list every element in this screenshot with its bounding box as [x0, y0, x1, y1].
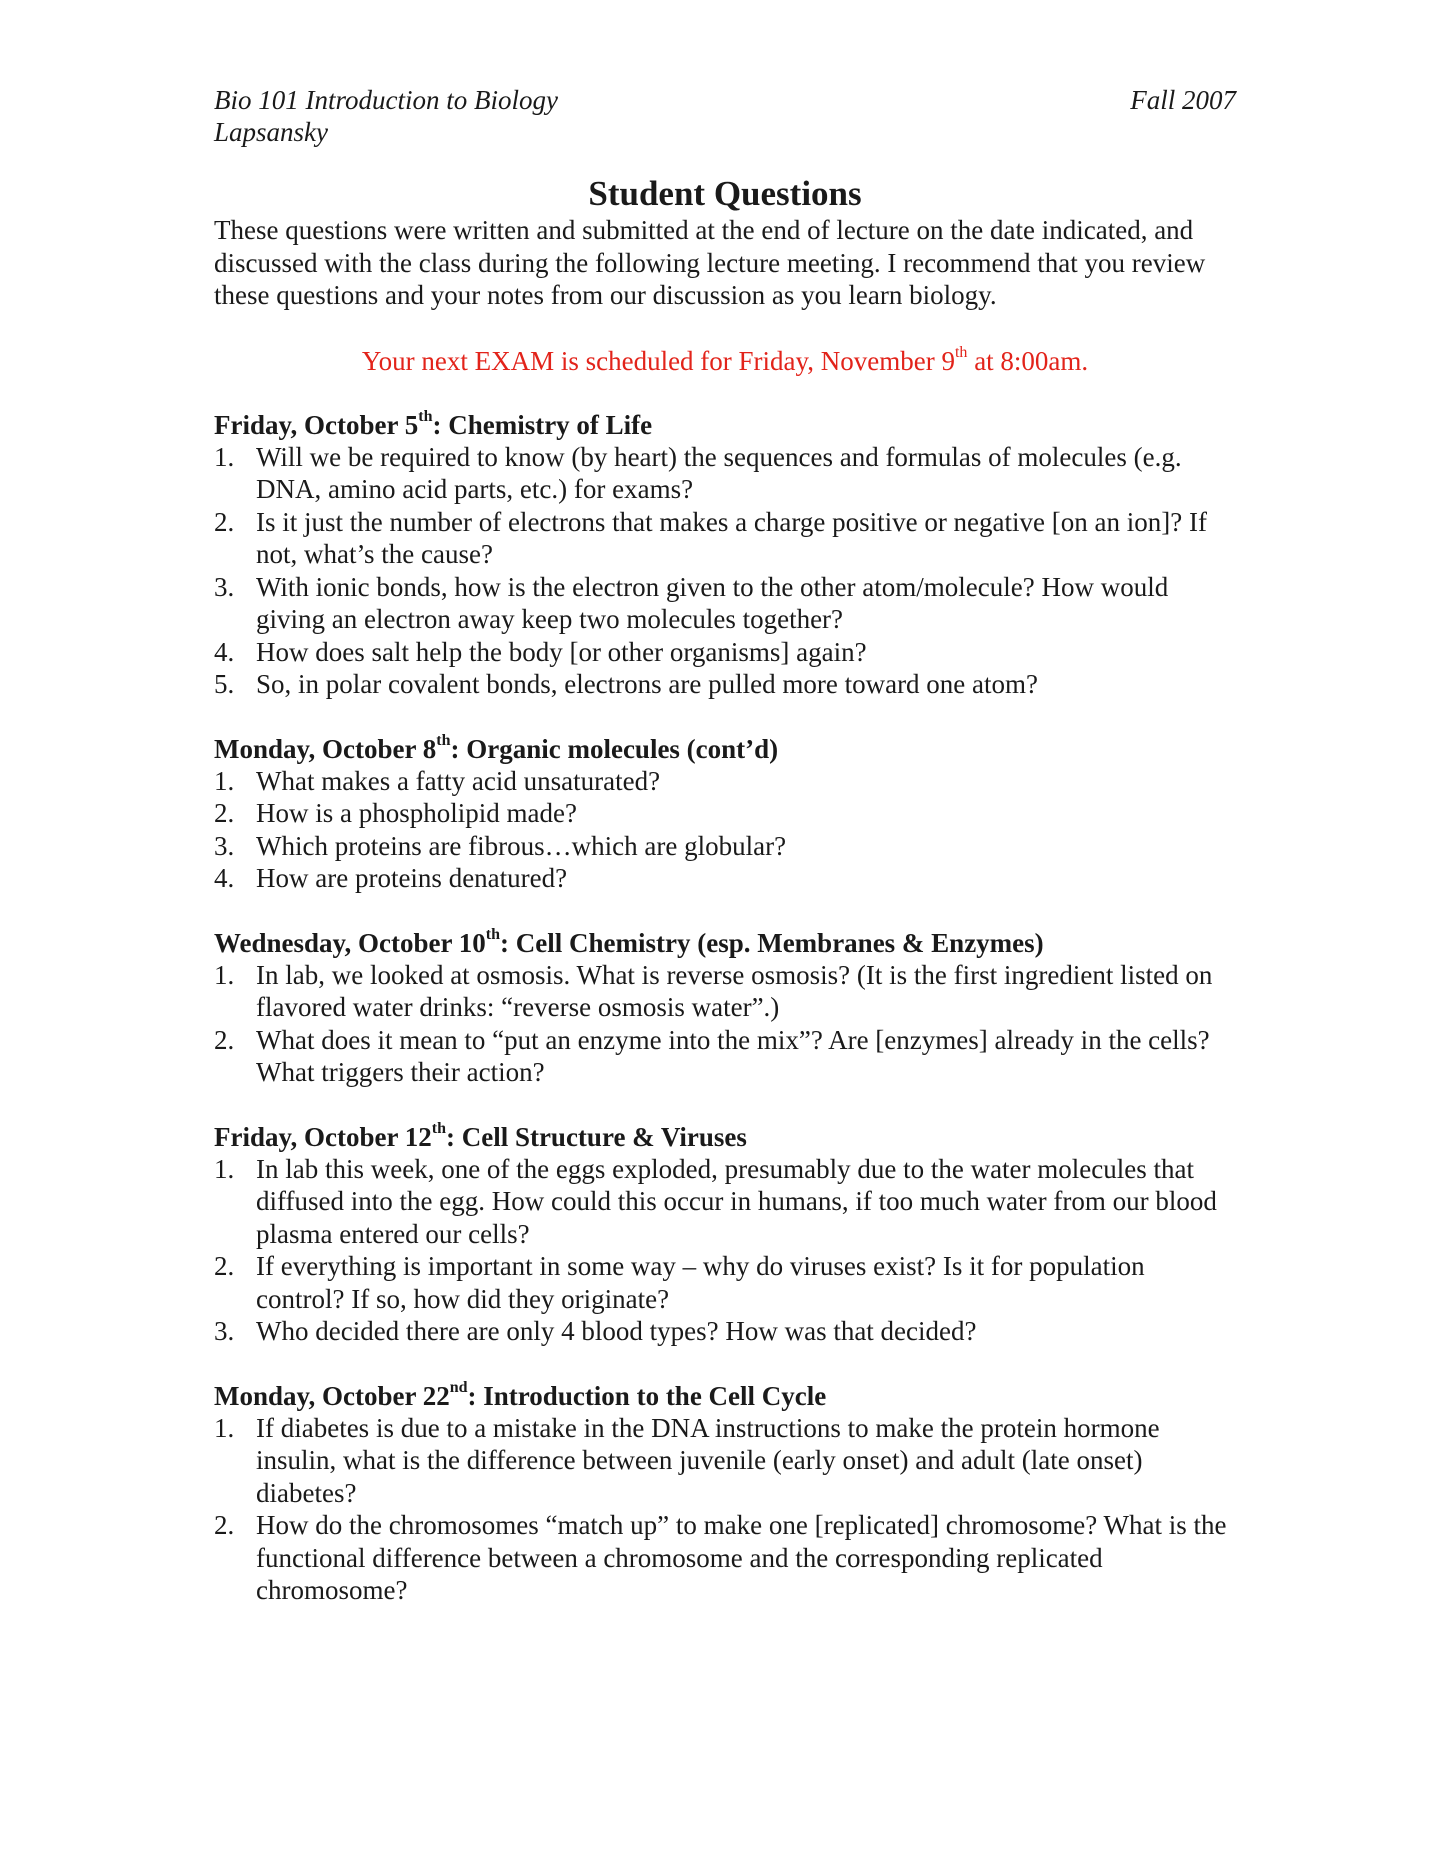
- question-list: [214, 441, 1236, 701]
- instructor-name: Lapsansky: [214, 117, 328, 147]
- question-text: If everything is important in some way – why do viruses exist? Is it for population control? If so, how did they originate?: [256, 1251, 1145, 1314]
- question-number: 1.: [214, 1153, 235, 1184]
- question-item: [214, 765, 1236, 798]
- question-text: Will we be required to know (by heart) the sequences and formulas of molecules (e.g. DNA, amino acid parts, etc.) for exams?: [256, 441, 1182, 504]
- section-date-ordinal: th: [418, 407, 433, 425]
- section-date: Monday, October 8: [214, 733, 437, 764]
- question-list: [214, 959, 1236, 1089]
- question-item: [214, 571, 1236, 636]
- question-text: How are proteins denatured?: [256, 863, 568, 893]
- section-date: Friday, October 5: [214, 409, 419, 440]
- section-heading: [214, 409, 1236, 441]
- question-number: 1.: [214, 441, 235, 472]
- question-item: [214, 506, 1236, 571]
- question-section: [214, 733, 1236, 895]
- question-item: [214, 797, 1236, 830]
- question-text: In lab this week, one of the eggs exploded, presumably due to the water molecules that diffused into the egg. How could this occur in humans, if too much water from our blood plasma entered our cells?: [256, 1153, 1217, 1249]
- exam-notice: [214, 345, 1236, 377]
- section-heading: [214, 1380, 1236, 1412]
- question-item: [214, 1250, 1236, 1315]
- question-item: [214, 441, 1236, 506]
- question-text: If diabetes is due to a mistake in the DNA instructions to make the protein hormone insulin, what is the difference between juvenile (early onset) and adult (late onset) diabetes?: [256, 1412, 1160, 1508]
- document-header: [214, 84, 1236, 116]
- question-number: 2.: [214, 1024, 235, 1055]
- section-date-ordinal: nd: [449, 1378, 468, 1396]
- question-item: [214, 1024, 1236, 1089]
- question-section: [214, 1380, 1236, 1607]
- question-list: [214, 765, 1236, 895]
- section-topic: : Organic molecules (cont’d): [450, 733, 779, 764]
- exam-notice-ordinal: th: [954, 343, 968, 361]
- section-heading: [214, 927, 1236, 959]
- question-section: [214, 927, 1236, 1089]
- question-number: 1.: [214, 765, 235, 796]
- question-number: 1.: [214, 959, 235, 990]
- section-heading: [214, 1121, 1236, 1153]
- exam-notice-text: Your next EXAM is scheduled for Friday, November 9: [361, 345, 955, 376]
- question-text: With ionic bonds, how is the electron given to the other atom/molecule? How would giving an electron away keep two molecules together?: [256, 571, 1169, 634]
- section-heading: [214, 733, 1236, 765]
- question-sections: [214, 409, 1236, 1607]
- question-list: [214, 1153, 1236, 1348]
- question-text: In lab, we looked at osmosis. What is reverse osmosis? (It is the first ingredient listed on flavored water drinks: “reverse osmosis water”.): [256, 959, 1213, 1022]
- question-number: 3.: [214, 571, 235, 602]
- question-text: So, in polar covalent bonds, electrons are pulled more toward one atom?: [256, 669, 1039, 699]
- question-number: 4.: [214, 863, 235, 893]
- question-text: What makes a fatty acid unsaturated?: [256, 765, 661, 796]
- question-item: [214, 1412, 1236, 1510]
- question-text: Which proteins are fibrous…which are globular?: [256, 830, 787, 861]
- question-number: 2.: [214, 798, 235, 828]
- section-topic: : Chemistry of Life: [432, 409, 653, 440]
- section-date: Monday, October 22: [214, 1380, 450, 1411]
- question-text: How is a phospholipid made?: [256, 798, 577, 828]
- exam-notice-time: at 8:00am.: [967, 345, 1089, 376]
- section-topic: : Introduction to the Cell Cycle: [467, 1380, 827, 1411]
- question-text: How do the chromosomes “match up” to make one [replicated] chromosome? What is the functional difference between a chromosome and the corresponding replicated chromosome?: [256, 1510, 1227, 1605]
- section-date-ordinal: th: [436, 731, 451, 749]
- question-number: 1.: [214, 1412, 235, 1443]
- question-number: 2.: [214, 506, 235, 537]
- course-title: Bio 101 Introduction to Biology: [214, 85, 558, 115]
- question-item: [214, 636, 1236, 669]
- question-number: 4.: [214, 636, 235, 667]
- question-section: [214, 1121, 1236, 1348]
- section-date-ordinal: th: [431, 1119, 446, 1137]
- question-item: [214, 1315, 1236, 1348]
- question-item: [214, 1509, 1236, 1607]
- question-item: [214, 1153, 1236, 1251]
- question-item: [214, 668, 1236, 701]
- question-number: 2.: [214, 1510, 235, 1540]
- section-topic: : Cell Chemistry (esp. Membranes & Enzymes): [500, 927, 1044, 958]
- question-number: 2.: [214, 1251, 235, 1281]
- question-section: [214, 409, 1236, 701]
- page-title: Student Questions: [588, 174, 862, 213]
- question-number: 5.: [214, 669, 235, 699]
- question-number: 3.: [214, 830, 235, 861]
- question-item: [214, 862, 1236, 895]
- section-date: Friday, October 12: [214, 1121, 432, 1152]
- question-item: [214, 830, 1236, 863]
- question-text: Is it just the number of electrons that makes a charge positive or negative [on an ion]? If not, what’s the cause?: [256, 506, 1207, 569]
- section-date-ordinal: th: [485, 925, 501, 943]
- question-item: [214, 959, 1236, 1024]
- section-date: Wednesday, October 10: [214, 927, 486, 958]
- question-text: How does salt help the body [or other organisms] again?: [256, 636, 867, 667]
- question-text: What does it mean to “put an enzyme into the mix”? Are [enzymes] already in the cells? What triggers their action?: [256, 1024, 1210, 1087]
- question-text: Who decided there are only 4 blood types? How was that decided?: [256, 1316, 977, 1346]
- question-number: 3.: [214, 1316, 235, 1346]
- question-list: [214, 1412, 1236, 1607]
- term-label: Fall 2007: [1130, 85, 1236, 115]
- intro-paragraph: These questions were written and submitted at the end of lecture on the date indicated, and discussed with the class during the following lecture meeting. I recommend that you review these questions and your notes from our discussion as you learn biology.: [214, 215, 1206, 310]
- document-page: [214, 84, 1236, 1607]
- section-topic: : Cell Structure & Viruses: [445, 1121, 747, 1152]
